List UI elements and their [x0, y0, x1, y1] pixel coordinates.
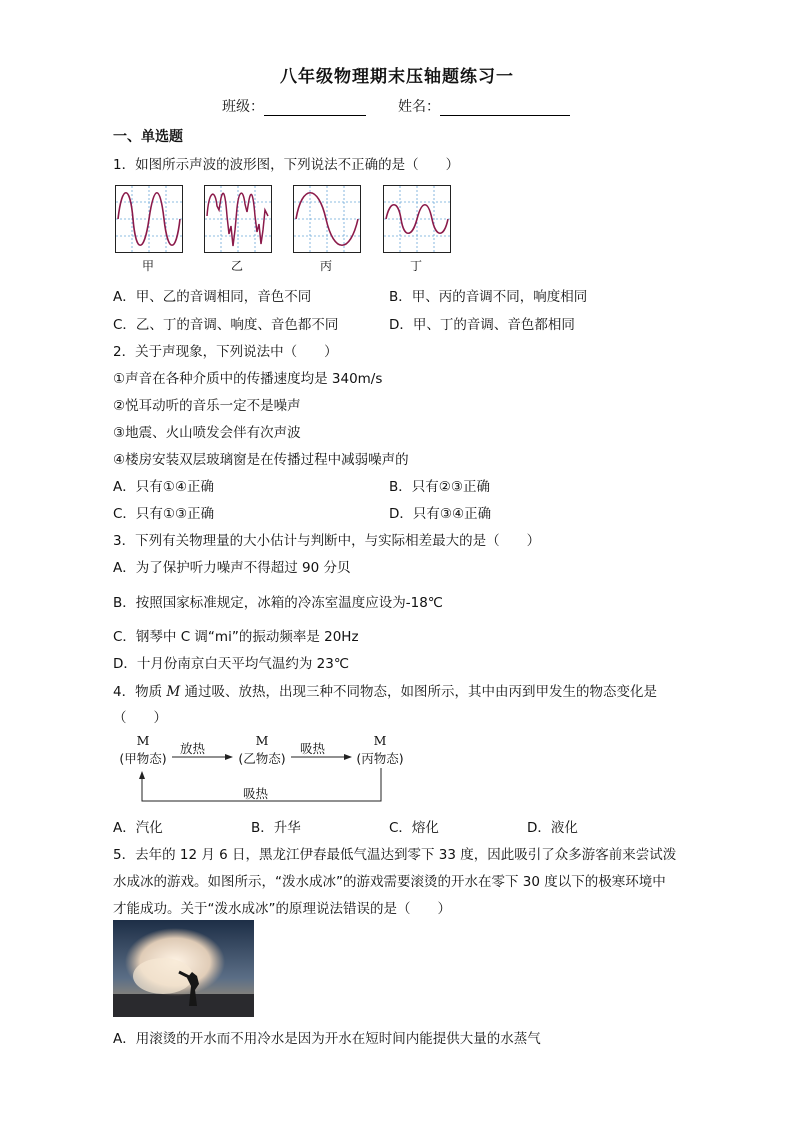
- diagram-state-jia: (甲物态): [119, 751, 167, 766]
- q1-option-d[interactable]: D．甲、丁的音调、音色都相同: [389, 317, 575, 333]
- question-5-line-3: 才能成功。关于“泼水成冰”的原理说法错误的是（ ）: [113, 901, 451, 917]
- question-4-stem: 4．物质 M 通过吸、放热，出现三种不同物态，如图所示，其中由丙到甲发生的物态变化是: [113, 684, 658, 700]
- q3-option-a[interactable]: A．为了保护听力噪声不得超过 90 分贝: [113, 560, 351, 576]
- page-title: 八年级物理期末压轴题练习一: [280, 67, 514, 87]
- waveform-label-yi: 乙: [230, 259, 243, 273]
- q2-option-a[interactable]: A．只有①④正确: [113, 479, 214, 495]
- waveform-label-jia: 甲: [141, 259, 154, 273]
- name-label: 姓名：: [398, 99, 440, 115]
- q2-option-d[interactable]: D．只有③④正确: [389, 506, 492, 522]
- question-5-line-2: 水成冰的游戏。如图所示，“泼水成冰”的游戏需要滚烫的开水在零下 30 度以下的极寒环境中: [113, 874, 666, 890]
- q2-statement-2: ②悦耳动听的音乐一定不是噪声: [113, 398, 301, 414]
- photo-water-to-ice: [113, 920, 254, 1017]
- q4-option-a[interactable]: A．汽化: [113, 820, 163, 836]
- arrow-label-absorb-heat: 吸热: [300, 741, 326, 756]
- q3-option-d[interactable]: D．十月份南京白天平均气温约为 23℃: [113, 656, 350, 672]
- question-3-stem: 3．下列有关物理量的大小估计与判断中，与实际相差最大的是（ ）: [113, 533, 541, 549]
- q1-option-b[interactable]: B．甲、丙的音调不同，响度相同: [389, 289, 588, 305]
- waveform-label-bing: 丙: [319, 259, 332, 273]
- q4-option-d[interactable]: D．液化: [527, 820, 578, 836]
- diagram-state-bing: (丙物态): [356, 751, 404, 766]
- question-4-paren: （ ）: [113, 710, 167, 726]
- symbol-m: M: [166, 684, 181, 700]
- q3-option-b[interactable]: B．按照国家标准规定，冰箱的冷冻室温度应设为-18℃: [113, 595, 443, 611]
- q5-option-a[interactable]: A．用滚烫的开水而不用冷水是因为开水在短时间内能提供大量的水蒸气: [113, 1031, 541, 1047]
- q4-option-c[interactable]: C．熔化: [389, 820, 439, 836]
- diagram-state-yi: (乙物态): [238, 751, 286, 766]
- q1-option-c[interactable]: C．乙、丁的音调、响度、音色都不同: [113, 317, 339, 333]
- q1-option-a[interactable]: A．甲、乙的音调相同，音色不同: [113, 289, 312, 305]
- question-2-stem: 2．关于声现象，下列说法中（ ）: [113, 344, 338, 360]
- question-1-stem: 1．如图所示声波的波形图，下列说法不正确的是（ ）: [113, 157, 460, 173]
- diagram-m-yi: M: [255, 733, 269, 748]
- section-title: 一、单选题: [113, 129, 183, 145]
- waveform-label-ding: 丁: [409, 259, 422, 273]
- q3-option-c[interactable]: C．钢琴中 C 调“mi”的振动频率是 20Hz: [113, 629, 359, 645]
- q4-option-b[interactable]: B．升华: [251, 820, 301, 836]
- q2-option-b[interactable]: B．只有②③正确: [389, 479, 490, 495]
- q2-statement-1: ①声音在各种介质中的传播速度均是 340m/s: [113, 371, 383, 387]
- q2-option-c[interactable]: C．只有①③正确: [113, 506, 215, 522]
- q2-statement-4: ④楼房安装双层玻璃窗是在传播过程中减弱噪声的: [113, 452, 409, 468]
- arrow-label-absorb-heat-return: 吸热: [243, 786, 269, 801]
- q2-statement-3: ③地震、火山喷发会伴有次声波: [113, 425, 301, 441]
- arrow-label-release-heat: 放热: [180, 741, 206, 756]
- question-5-line-1: 5．去年的 12 月 6 日，黑龙江伊春最低气温达到零下 33 度，因此吸引了众多游客前来尝试泼: [113, 847, 677, 863]
- diagram-m-jia: M: [136, 733, 150, 748]
- class-label: 班级：: [222, 99, 264, 115]
- diagram-m-bing: M: [373, 733, 387, 748]
